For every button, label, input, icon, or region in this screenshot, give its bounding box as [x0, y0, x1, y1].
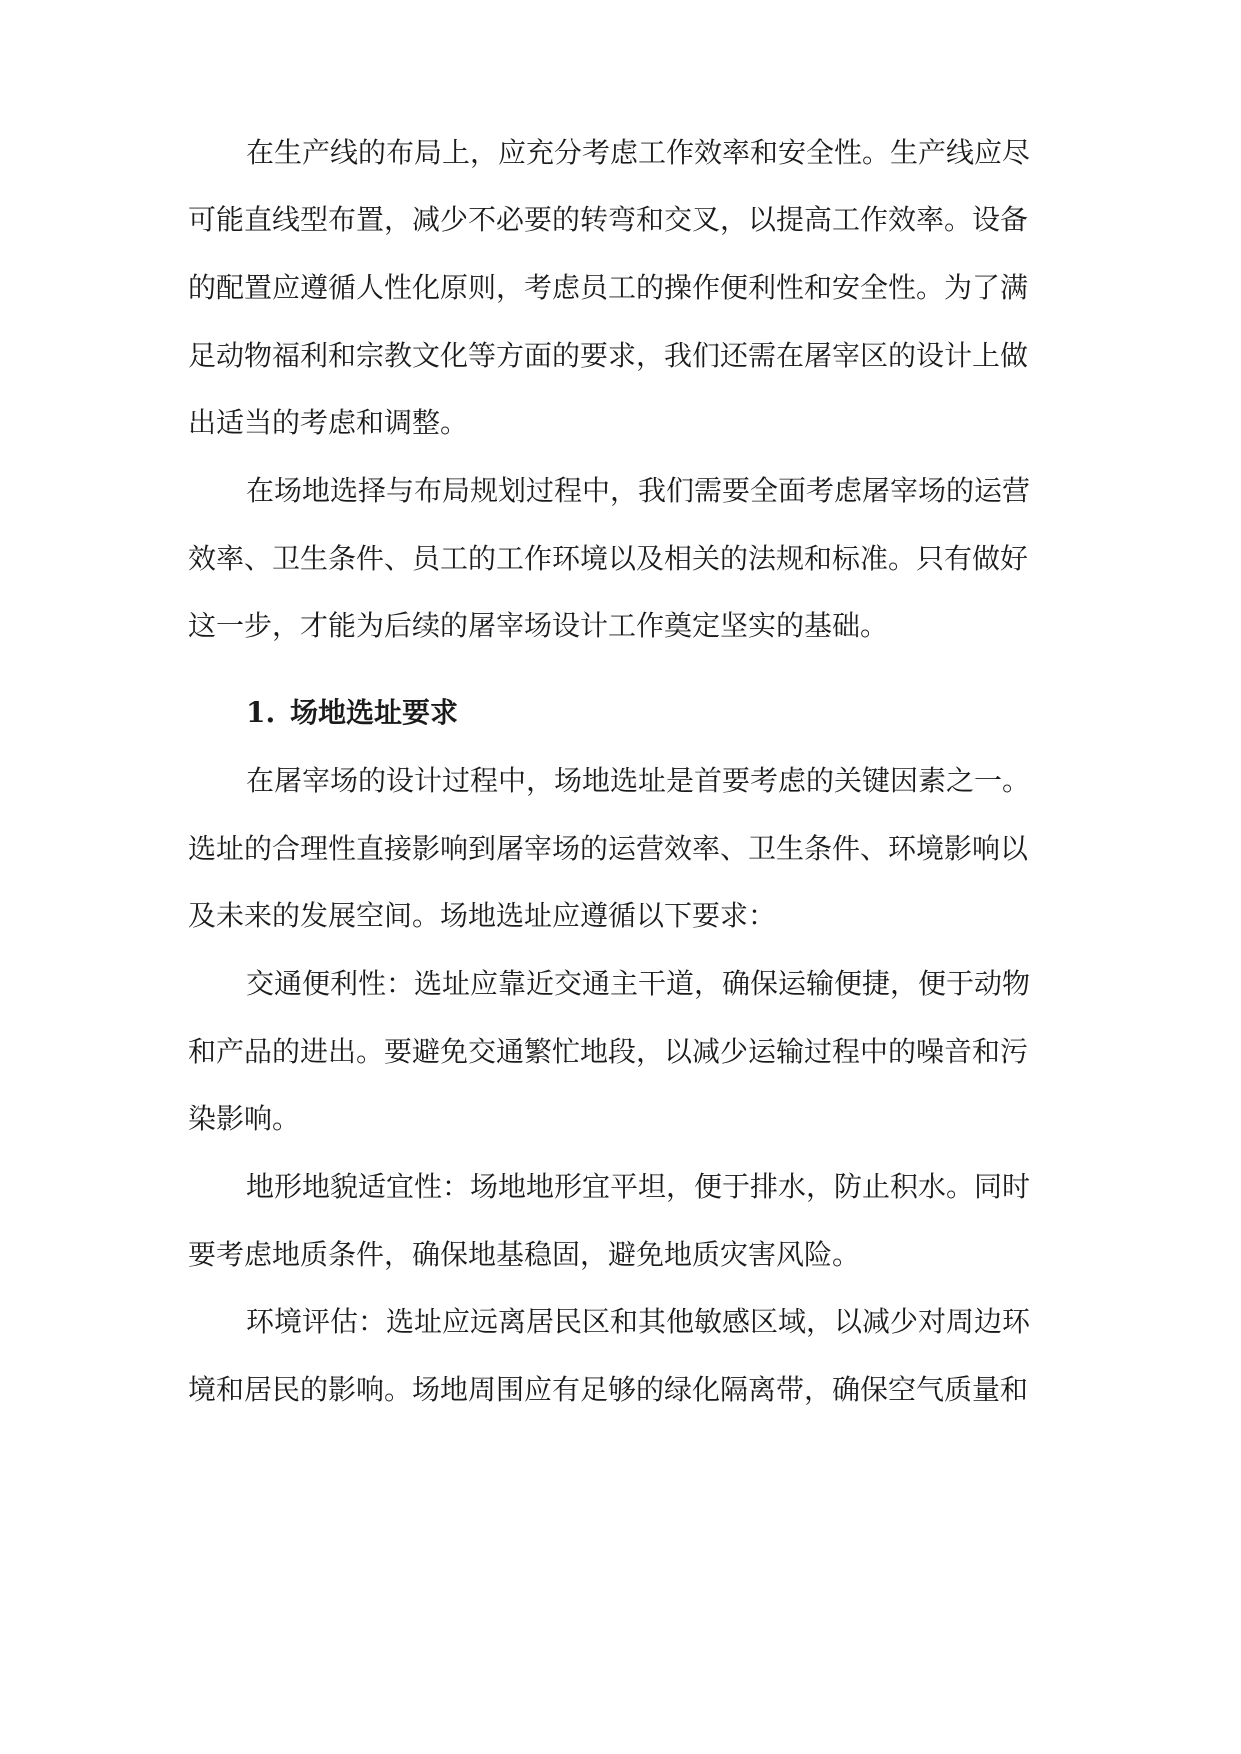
paragraph-line: 在生产线的布局上，应充分考虑工作效率和安全性。生产线应尽 [246, 136, 1031, 169]
section-number: 1. [246, 696, 276, 729]
paragraph-line: 地形地貌适宜性：场地地形宜平坦，便于排水，防止积水。同时 [246, 1170, 1031, 1203]
section-title: 场地选址要求 [290, 696, 459, 729]
paragraph-line: 出适当的考虑和调整。 [188, 406, 469, 439]
paragraph-line: 交通便利性：选址应靠近交通主干道，确保运输便捷，便于动物 [246, 967, 1031, 1000]
paragraph-line: 在屠宰场的设计过程中，场地选址是首要考虑的关键因素之一。 [246, 764, 1031, 797]
paragraph-line: 足动物福利和宗教文化等方面的要求，我们还需在屠宰区的设计上做 [188, 339, 1029, 372]
paragraph-line: 及未来的发展空间。场地选址应遵循以下要求： [188, 899, 777, 932]
paragraph-line: 和产品的进出。要避免交通繁忙地段，以减少运输过程中的噪音和污 [188, 1035, 1029, 1068]
paragraph-line: 选址的合理性直接影响到屠宰场的运营效率、卫生条件、环境影响以 [188, 832, 1029, 865]
paragraph-line: 效率、卫生条件、员工的工作环境以及相关的法规和标准。只有做好 [188, 542, 1029, 575]
paragraph-line: 可能直线型布置，减少不必要的转弯和交叉，以提高工作效率。设备 [188, 203, 1029, 236]
paragraph-line: 这一步，才能为后续的屠宰场设计工作奠定坚实的基础。 [188, 609, 889, 642]
paragraph-line: 在场地选择与布局规划过程中，我们需要全面考虑屠宰场的运营 [246, 474, 1031, 507]
paragraph-line: 环境评估：选址应远离居民区和其他敏感区域，以减少对周边环 [246, 1305, 1031, 1338]
paragraph-line: 的配置应遵循人性化原则，考虑员工的操作便利性和安全性。为了满 [188, 271, 1029, 304]
paragraph-line: 染影响。 [188, 1102, 301, 1135]
paragraph-line: 境和居民的影响。场地周围应有足够的绿化隔离带，确保空气质量和 [188, 1373, 1029, 1406]
section-heading [246, 693, 458, 733]
paragraph-line: 要考虑地质条件，确保地基稳固，避免地质灾害风险。 [188, 1238, 861, 1271]
